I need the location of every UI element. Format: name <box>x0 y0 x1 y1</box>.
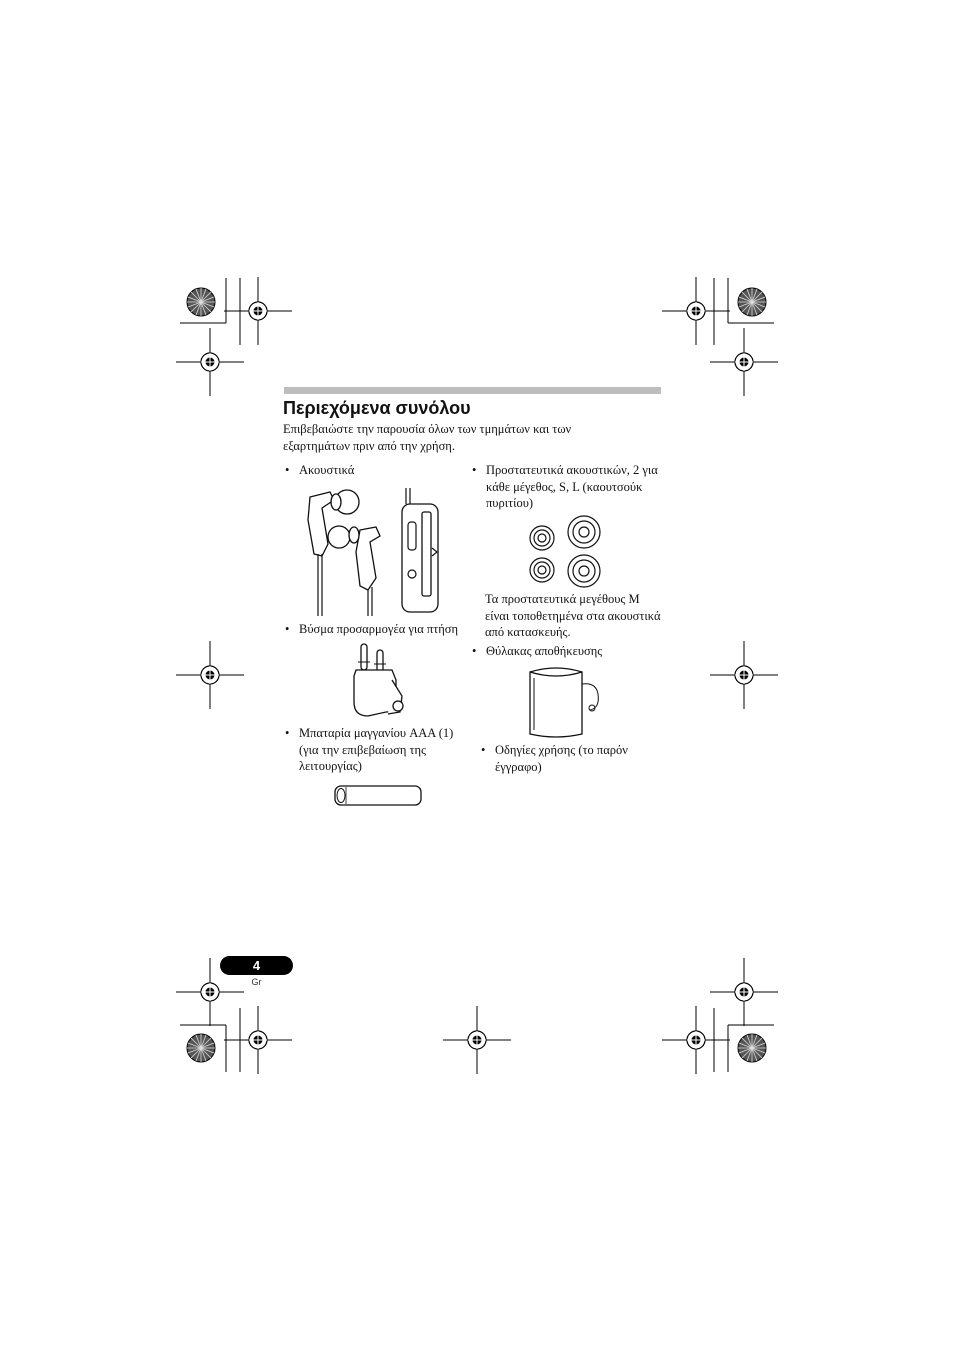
earphones-icon <box>296 482 446 618</box>
item-text: Οδηγίες χρήσης (το παρόν έγγραφο) <box>495 743 628 774</box>
flight-adapter-icon <box>346 640 412 722</box>
battery-icon <box>332 784 424 808</box>
item-text: Θύλακας αποθήκευσης <box>486 644 603 658</box>
ear-tips-icon <box>528 514 604 590</box>
bullet: • <box>472 463 477 477</box>
ear-tips-note: Τα προστατευτικά μεγέθους M είναι τοποθετημένα στα ακουστικά από κατασκευής. <box>485 592 661 639</box>
storage-pouch-icon <box>524 664 610 740</box>
bullet: • <box>481 743 486 757</box>
list-item <box>481 742 661 775</box>
page-number: 4 <box>220 956 293 975</box>
bullet: • <box>285 726 290 740</box>
list-item <box>472 462 662 512</box>
list-item <box>285 621 485 638</box>
section-title: Περιεχόμενα συνόλου <box>283 398 471 418</box>
item-text: Βύσμα προσαρμογέα για πτήση <box>299 622 459 636</box>
bullet: • <box>472 644 477 658</box>
list-item <box>285 462 465 479</box>
bullet: • <box>285 622 290 636</box>
item-text: Προστατευτικά ακουστικών, 2 για κάθε μέγεθος, S, L (καουτσούκ πυριτίου) <box>486 463 658 510</box>
list-item <box>285 725 470 775</box>
bullet: • <box>285 463 290 477</box>
intro-paragraph: Επιβεβαιώστε την παρουσία όλων των τμημάτων και των εξαρτημάτων πριν από την χρήση. <box>283 422 572 453</box>
section-header-bar <box>284 387 661 394</box>
item-text: Μπαταρία μαγγανίου AAA (1) (για την επιβεβαίωση της λειτουργίας) <box>299 726 454 773</box>
language-code: Gr <box>251 977 262 987</box>
list-item <box>472 643 662 660</box>
item-text: Ακουστικά <box>299 463 355 477</box>
